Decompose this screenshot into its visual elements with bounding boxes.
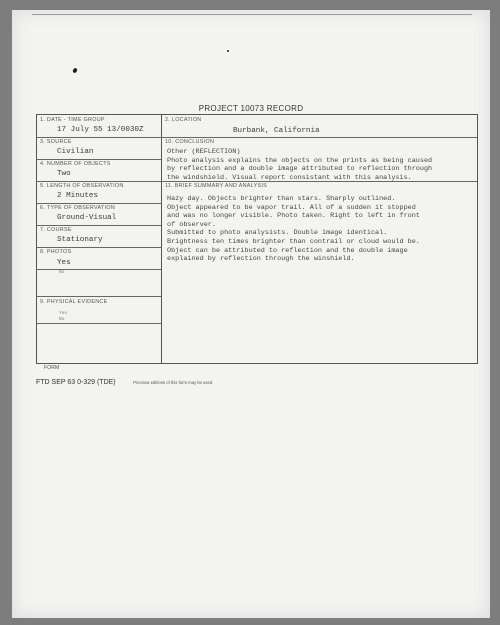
objects-value: Two <box>57 170 71 178</box>
photos-label: 8. PHOTOS <box>40 249 72 255</box>
conclusion-line: Photo analysis explains the objects on the prints as being caused <box>167 156 433 165</box>
row-divider <box>37 323 161 324</box>
form-word: FORM <box>44 365 60 371</box>
length-label: 5. LENGTH OF OBSERVATION <box>40 183 124 189</box>
photos-sub: No <box>59 270 65 275</box>
summary-line: Brightness ten times brighter than contrail or cloud would be. <box>167 237 420 246</box>
evidence-label: 9. PHYSICAL EVIDENCE <box>40 299 108 305</box>
photos-value: Yes <box>57 259 71 267</box>
location-label: 2. LOCATION <box>165 117 202 123</box>
summary-line: and was no longer visible. Photo taken. Right to left in front <box>167 212 420 221</box>
source-label: 3. SOURCE <box>40 139 72 145</box>
date-value: 17 July 55 13/0030Z <box>57 126 144 134</box>
form-footer <box>36 365 213 389</box>
summary-line: Submitted to photo analysists. Double image identical. <box>167 229 388 238</box>
page-title: PROJECT 10073 RECORD <box>198 104 304 113</box>
form-id: FTD SEP 63 0-329 (TDE) <box>36 379 116 386</box>
summary-line: explained by reflection through the winshield. <box>167 255 355 264</box>
summary-line: Hazy day. Objects brighter than stars. Sharply outlined. <box>167 195 396 203</box>
row-divider <box>37 159 161 160</box>
course-label: 7. COURSE <box>40 227 72 233</box>
row-divider <box>37 203 161 204</box>
top-edge-line <box>32 14 472 15</box>
row-divider <box>37 269 161 270</box>
column-divider <box>161 115 162 363</box>
evidence-value: Yes <box>59 311 68 316</box>
row-divider <box>37 137 477 138</box>
conclusion-label: 10. CONCLUSION <box>165 139 215 145</box>
length-value: 2 Minutes <box>57 192 99 200</box>
conclusion-line: the windshield. Visual report consistant with this analysis. <box>167 173 412 182</box>
conclusion-text <box>167 148 477 182</box>
row-divider <box>37 247 161 248</box>
summary-text <box>167 195 477 264</box>
summary-line: of observer. <box>167 220 216 229</box>
previous-editions-note: Previous editions of this form may be used. <box>133 380 214 385</box>
summary-line: Object can be attributed to reflection and the double image <box>167 246 408 255</box>
document-page <box>12 10 490 618</box>
conclusion-line: by reflection and a double image attributed to reflection through <box>167 165 433 174</box>
row-divider <box>37 225 161 226</box>
course-value: Stationary <box>57 236 103 244</box>
ink-speck-small <box>227 50 229 52</box>
record-form <box>36 114 478 364</box>
type-label: 6. TYPE OF OBSERVATION <box>40 205 116 211</box>
summary-line: Object appeared to be vapor trail. All of a sudden it stopped <box>167 203 416 212</box>
evidence-sub: No <box>59 317 65 322</box>
source-value: Civilian <box>57 148 94 156</box>
date-label: 1. DATE - TIME GROUP <box>40 117 105 123</box>
ink-speck <box>72 67 78 73</box>
objects-label: 4. NUMBER OF OBJECTS <box>40 161 111 167</box>
summary-label: 11. BRIEF SUMMARY AND ANALYSIS <box>165 183 268 189</box>
conclusion-line: Other (REFLECTION) <box>167 148 241 156</box>
row-divider <box>37 296 161 297</box>
location-value: Burbank, California <box>233 127 320 135</box>
type-value: Ground-Visual <box>57 214 117 222</box>
